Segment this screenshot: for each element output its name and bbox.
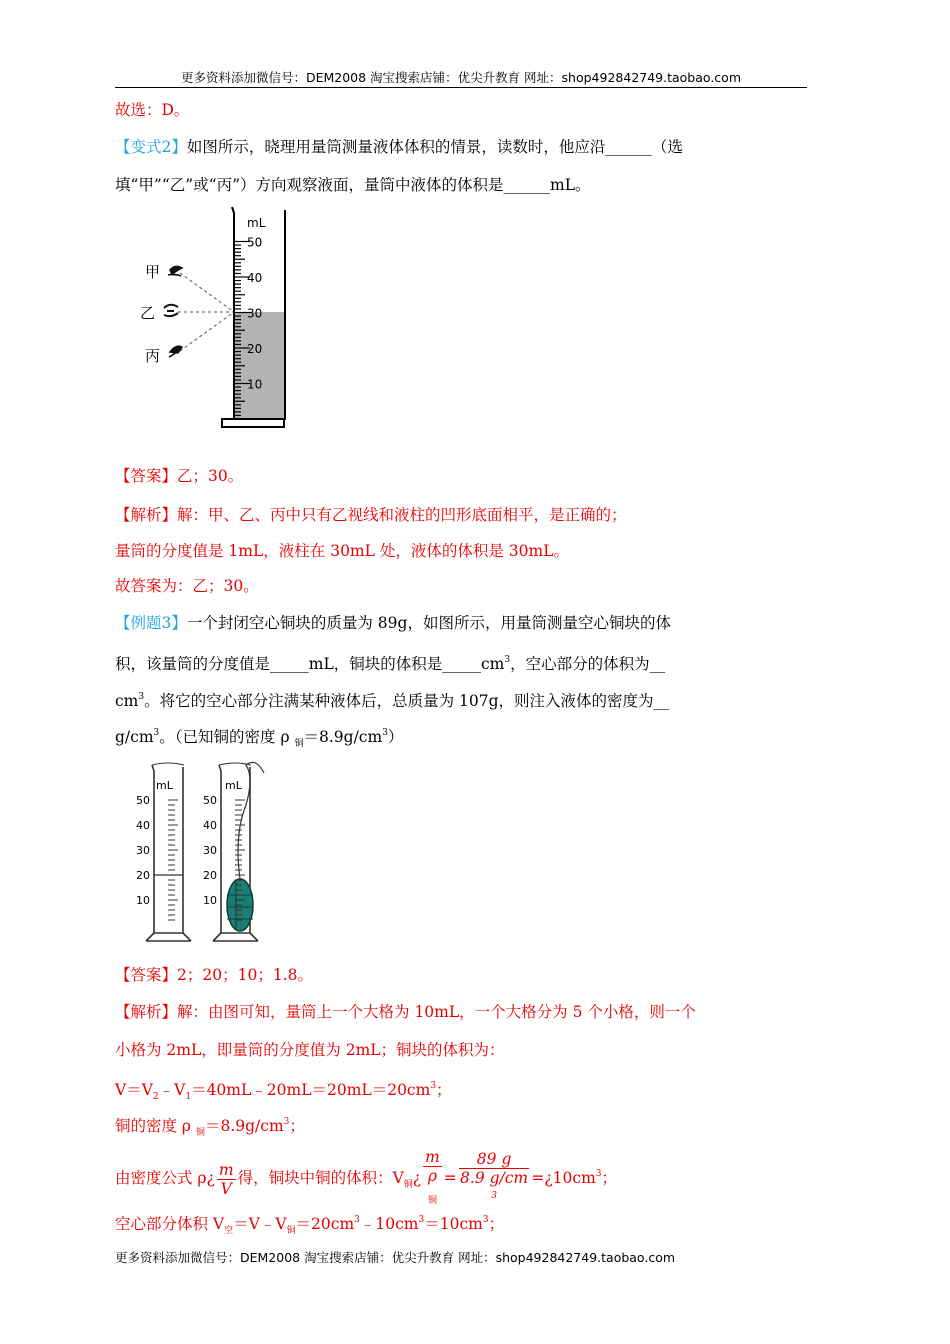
left-cylinder-unit: mL <box>156 779 173 792</box>
t: 由密度公式 ρ¿ <box>115 1169 215 1188</box>
answer-line-1 <box>115 466 243 486</box>
scale-label: 30 <box>136 844 150 857</box>
scale-label: 40 <box>247 271 263 285</box>
t: ¿ <box>412 1169 422 1188</box>
superscript: 3 <box>430 1081 437 1091</box>
subscript: 空 <box>224 1226 234 1237</box>
variant2-question-line2: 填“甲”“乙”或“丙”）方向观察液面，量筒中液体的体积是______mL。 <box>115 176 591 194</box>
scale-label: 10 <box>136 894 150 907</box>
t: ； <box>488 1215 505 1233</box>
subscript: 铜 <box>195 1128 205 1139</box>
header-divider <box>115 87 807 88</box>
example3-text-c1: cm <box>115 692 139 710</box>
scale-label: 40 <box>203 819 217 832</box>
analysis-line-2: 量筒的分度值是 1mL，液柱在 30mL 处，液体的体积是 30mL。 <box>115 542 569 560</box>
example3-text-d3: ＝8.9g/cm <box>303 728 383 746</box>
t: = <box>443 1169 457 1188</box>
eye-label-bing: 丙 <box>145 347 161 365</box>
t: ； <box>601 1169 618 1188</box>
thread <box>238 762 264 879</box>
variant2-question-line1 <box>115 137 807 157</box>
superscript: 3 <box>482 1215 489 1225</box>
variant2-tag: 【变式2】 <box>115 138 187 156</box>
superscript: 3 <box>138 692 145 702</box>
page-footer: 更多资料添加微信号：DEM2008 淘宝搜索店铺：优尖升教育 网址：shop492842749.taobao.com <box>115 1250 676 1265</box>
analysis-line-4 <box>115 1002 696 1022</box>
t: ＝V﹣V <box>233 1215 287 1233</box>
analysis-line-7 <box>115 1112 305 1143</box>
cylinder-unit-label: mL <box>247 216 266 230</box>
scale-label: 50 <box>247 235 263 250</box>
example3-tag: 【例题3】 <box>115 614 187 632</box>
t: ； <box>289 1117 305 1135</box>
numerator: m <box>218 1160 234 1179</box>
numerator: 89 g <box>459 1150 530 1169</box>
scale-label: 30 <box>247 306 263 321</box>
denominator: ρ <box>427 1167 437 1185</box>
scale-label: 20 <box>203 869 217 882</box>
analysis-text-1: 解：甲、乙、丙中只有乙视线和液柱的凹形底面相平，是正确的； <box>177 506 627 524</box>
superscript: 3 <box>153 728 160 738</box>
superscript: 3 <box>595 1169 602 1180</box>
t: ＝40mL﹣20mL＝20mL＝20cm <box>191 1081 431 1099</box>
t: ； <box>436 1081 452 1099</box>
t: ＝10cm <box>424 1215 483 1233</box>
analysis-line-6 <box>115 1076 452 1107</box>
cylinder-left <box>136 763 191 941</box>
eye-label-yi: 乙 <box>140 304 156 322</box>
superscript: 3 <box>354 1215 360 1225</box>
superscript: 3 <box>491 1190 497 1201</box>
analysis-line-8 <box>115 1148 617 1210</box>
fraction-m-over-V <box>217 1161 236 1198</box>
answer-text-2: 2；20；10；1.8。 <box>177 966 313 984</box>
analysis-line-9 <box>115 1210 504 1241</box>
t: =¿10cm <box>531 1169 596 1188</box>
page-header: 更多资料添加微信号：DEM2008 淘宝搜索店铺：优尖升教育 网址：shop492842749.taobao.com <box>180 70 742 85</box>
variant2-text-a: 如图所示，晓理用量筒测量液体体积的情景，读数时，他应沿______（选 <box>186 138 683 156</box>
subscript: 铜 <box>403 1180 413 1191</box>
denominator: 8.9 g/cm <box>460 1168 529 1187</box>
eye-icon <box>169 346 182 357</box>
scale-label: 50 <box>136 794 150 807</box>
answer-tag: 【答案】 <box>115 966 178 984</box>
subscript: 1 <box>185 1092 192 1103</box>
denominator: V <box>220 1179 232 1198</box>
example3-text-b2: ，空心部分的体积为__ <box>510 655 666 673</box>
subscript: 铜 <box>286 1226 296 1237</box>
scale-label: 30 <box>203 844 217 857</box>
superscript: 3 <box>418 1215 425 1225</box>
figure-two-cylinders <box>128 755 278 945</box>
answer-text-1: 乙；30。 <box>177 467 244 485</box>
cylinder-base <box>222 419 284 427</box>
analysis-tag: 【解析】 <box>115 1003 178 1021</box>
fraction-m-over-rho <box>423 1148 442 1210</box>
example3-line3 <box>115 687 669 711</box>
example3-line4 <box>115 723 403 754</box>
numerator: m <box>425 1148 440 1166</box>
subscript: 2 <box>152 1092 159 1103</box>
example3-line2 <box>115 650 665 674</box>
scale-label: 50 <box>203 794 217 807</box>
t: ﹣V <box>158 1081 186 1099</box>
scale-label: 20 <box>136 869 150 882</box>
t: 空心部分体积 V <box>115 1215 225 1233</box>
line-of-sight-jia <box>180 273 234 312</box>
eye-icon <box>168 266 182 276</box>
t: 铜的密度 ρ <box>115 1117 196 1135</box>
t: ﹣10cm <box>359 1215 419 1233</box>
example3-text-a: 一个封闭空心铜块的质量为 89g，如图所示，用量筒测量空心铜块的体 <box>186 614 671 632</box>
analysis-line-5: 小格为 2mL，即量筒的分度值为 2mL；铜块的体积为： <box>115 1041 505 1059</box>
t: ＝20cm <box>295 1215 355 1233</box>
scale-label: 40 <box>136 819 150 832</box>
cylinder-right <box>203 762 264 941</box>
example3-text-d4: ） <box>387 728 404 746</box>
answer-tag: 【答案】 <box>115 467 178 485</box>
analysis-text-4: 解：由图可知，量筒上一个大格为 10mL，一个大格分为 5 个小格，则一个 <box>177 1003 696 1021</box>
right-cylinder-unit: mL <box>225 779 242 792</box>
subscript: 铜 <box>294 739 304 750</box>
fraction-89-over-8.9 <box>459 1150 530 1209</box>
superscript: 3 <box>382 728 388 738</box>
superscript: 3 <box>283 1117 290 1127</box>
scale-label: 10 <box>247 377 263 392</box>
analysis-line-3: 故答案为：乙；30。 <box>115 577 259 595</box>
t: ＝8.9g/cm <box>204 1117 284 1135</box>
superscript: 3 <box>504 655 511 665</box>
figure-cylinder-eyes <box>140 205 300 435</box>
scale-label: 10 <box>203 894 217 907</box>
example3-line1 <box>115 613 671 633</box>
example3-text-c2: 。将它的空心部分注满某种液体后，总质量为 107g，则注入液体的密度为__ <box>144 692 670 710</box>
eye-label-jia: 甲 <box>145 263 161 281</box>
t: V＝V <box>115 1081 153 1099</box>
analysis-tag: 【解析】 <box>115 506 178 524</box>
answer-choice-line: 故选：D。 <box>115 101 190 119</box>
eye-icon <box>164 305 178 316</box>
example3-text-d1: g/cm <box>115 728 154 746</box>
line-of-sight-bing <box>180 312 234 351</box>
t: 得，铜块中铜的体积：V <box>237 1169 404 1188</box>
example3-text-b1: 积，该量筒的分度值是_____mL，铜块的体积是_____cm <box>115 655 505 673</box>
example3-text-d2: 。（已知铜的密度 ρ <box>159 728 295 746</box>
analysis-line-1 <box>115 505 627 525</box>
scale-label: 20 <box>247 342 263 356</box>
answer-line-2 <box>115 965 313 985</box>
subscript: 铜 <box>427 1196 437 1207</box>
